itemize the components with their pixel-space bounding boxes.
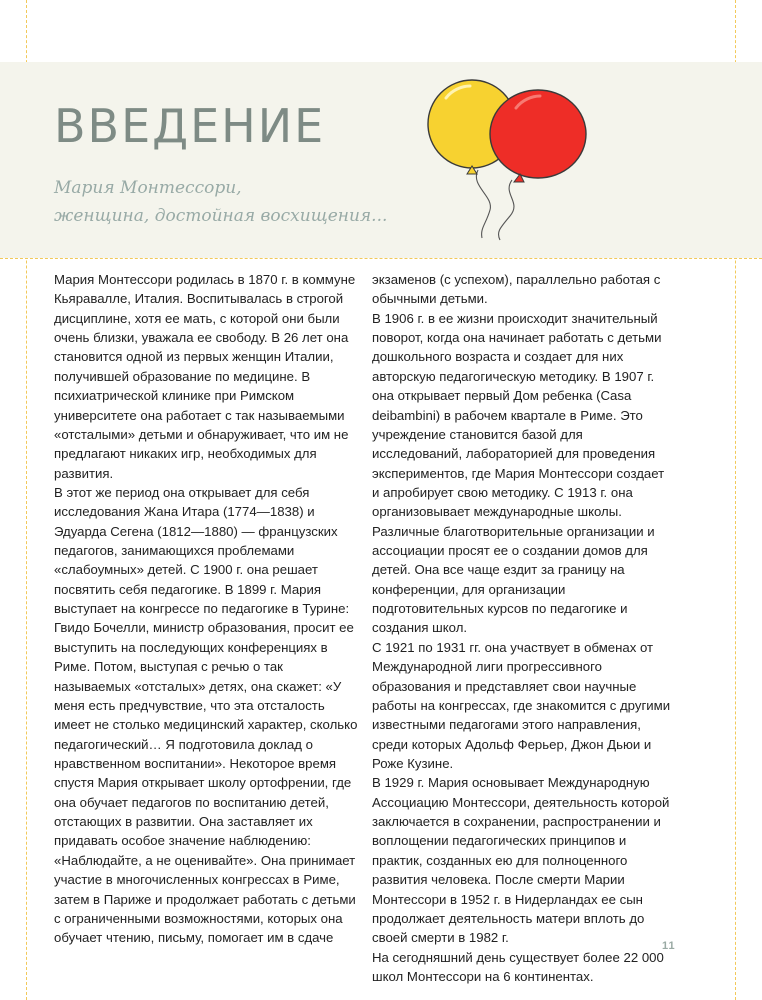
left-text-column (54, 270, 359, 948)
paragraph: В 1906 г. в ее жизни происходит значительный поворот, когда она начинает работать с детьми дошкольного возраста и создает для них авторскую педагогическую методику. В 1907 г. она открывает первый Дом ребенка (Casa deibambini) в рабочем квартале в Риме. Это учреждение становится базой для исследований, лабораторией для проведения экспериментов, где Мария Монтессори создает и апробирует свою методику. С 1913 г. она организовывает международные школы. Различные благотворительные организации и ассоциации просят ее о создании домов для детей. Она все чаще ездит за границу на конференции, для организации подготовительных курсов по педагогике и создания школ. (372, 310, 665, 636)
paragraph: В 1929 г. Мария основывает Международную Ассоциацию Монтессори, деятельность которой заключается в сохранении, распространении и воплощении педагогических принципов и практик, созданных ею для полноценного развития человека. После смерти Марии Монтессори в 1952 г. в Нидерландах ее сын продолжает деятельность матери вплоть до своей смерти в 1982 г. (372, 775, 670, 946)
header-bottom-dashed-border (0, 258, 762, 259)
paragraph: экзаменов (с успехом), параллельно работая с обычными детьми. (372, 272, 661, 307)
paragraph: Мария Монтессори родилась в 1870 г. в коммуне Кьяравалле, Италия. Воспитывалась в строгой дисциплине, хотя ее мать, с которой они были очень близки, уважала ее свободу. В 26 лет она становится одной из первых женщин Италии, получившей образование по медицине. В психиатрической клинике при Римском университете она работает с так называемыми «отсталыми» детьми и обнаруживает, что им не предлагают никаких игр, необходимых для развития. (54, 272, 356, 481)
subtitle-line-2: женщина, достойная восхищения... (54, 206, 388, 226)
page-title: ВВЕДЕНИЕ (54, 99, 326, 153)
page-number: 11 (662, 940, 676, 952)
page-subtitle (54, 174, 387, 230)
paragraph: С 1921 по 1931 гг. она участвует в обменах от Международной лиги прогрессивного образования и представляет свои научные работы на конгрессах, где знакомится с другими известными педагогами этого направления, среди которых Адольф Ферьер, Джон Дьюи и Роже Кузине. (372, 639, 671, 771)
red-balloon-icon (490, 90, 586, 240)
paragraph: На сегодняшний день существует более 22 000 школ Монтессори на 6 континентах. (372, 949, 664, 984)
right-text-column (372, 270, 672, 986)
balloons-illustration (420, 78, 620, 248)
subtitle-line-1: Мария Монтессори, (54, 178, 242, 198)
paragraph: В этот же период она открывает для себя исследования Жана Итара (1774—1838) и Эдуарда Сегена (1812—1880) — французских педагогов, занимающихся проблемами «слабоумных» детей. С 1900 г. она решает посвятить себя педагогике. В 1899 г. Мария выступает на конгрессе по педагогике в Турине: Гвидо Бочелли, министр образования, просит ее выступить на последующих конференциях в Риме. Потом, выступая с речью о так называемых «отсталых» детях, она скажет: «У меня есть предчувствие, что эта отсталость имеет не столько медицинский характер, сколько педагогический… Я подготовила доклад о нравственном воспитании». Некоторое время спустя Мария открывает школу ортофрении, где она обучает педагогов по воспитанию детей, отстающих в развитии. Она заставляет их придавать особое значение наблюдению: «Наблюдайте, а не оценивайте». Она принимает участие в многочисленных конгрессах в Риме, затем в Париже и продолжает работать с детьми с ограниченными возможностями, которых она обучает чтению, письму, помогает им в сдаче (54, 484, 358, 946)
